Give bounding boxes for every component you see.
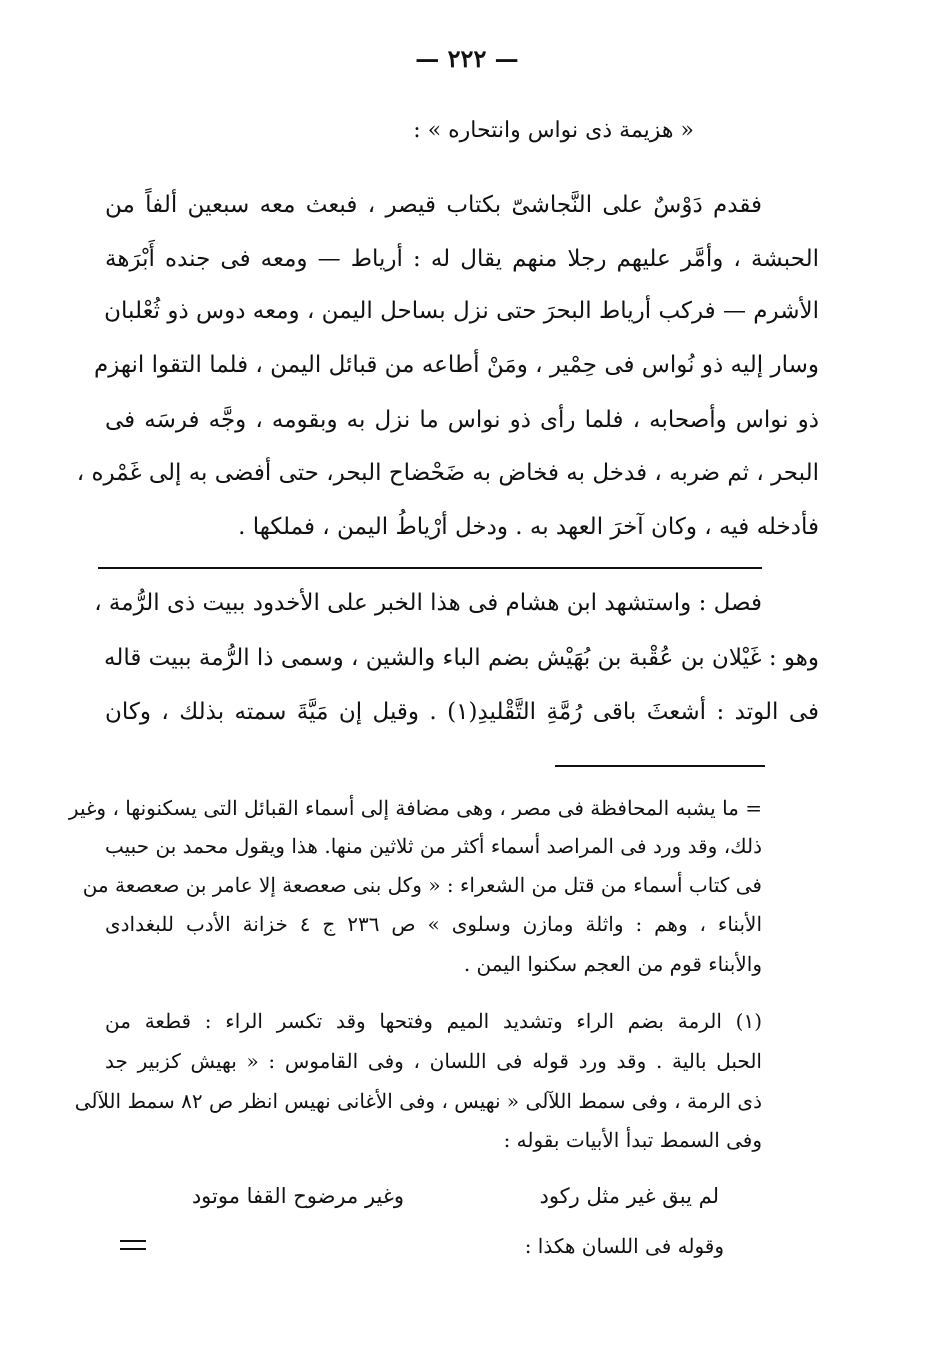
- text-line: ذو نواس وأصحابه ، فلما رأى ذو نواس ما نزل به وبقومه ، وجَّه فرسَه فى: [105, 407, 819, 433]
- text-line: فأدخله فيه ، وكان آخرَ العهد به . ودخل أرْياطُ اليمن ، فملكها .: [238, 514, 819, 540]
- verse-right-hemistich: لم يبق غير مثل ركود: [539, 1184, 719, 1208]
- continuation-mark: [120, 1240, 146, 1250]
- footnote-line: ذلك، وقد ورد فى المراصد أسماء أكثر من ثلاثين منها. هذا ويقول محمد بن حبيب: [105, 834, 762, 858]
- text-line: الأشرم — فركب أرياط البحرَ حتى نزل بساحل اليمن ، ومعه دوس ذو ثُعْلبان: [104, 298, 819, 324]
- section-heading: « هزيمة ذى نواس وانتحاره » :: [413, 118, 694, 143]
- footnote-line: والأبناء قوم من العجم سكنوا اليمن .: [463, 952, 762, 976]
- text-line: فصل : واستشهد ابن هشام فى هذا الخبر على الأخدود ببيت ذى الرُّمة ،: [94, 590, 762, 616]
- footnote-line: ذى الرمة ، وفى سمط اللآلى « نهيس ، وفى الأغانى نهيس انظر ص ٨٢ سمط اللآلى: [74, 1089, 762, 1113]
- page-number: — ٢٢٢ —: [415, 44, 519, 73]
- footnote-line: الحبل بالية . وقد ورد قوله فى اللسان ، وفى القاموس : « بهيش كزبير جد: [105, 1049, 762, 1073]
- footnote-divider: [555, 765, 765, 767]
- text-line: البحر ، ثم ضربه ، فدخل به فخاض به ضَحْضاح البحر، حتى أفضى به إلى غَمْره ،: [76, 460, 819, 486]
- section-divider: [98, 567, 762, 569]
- text-line: الحبشة ، وأمَّر عليهم رجلا منهم يقال له : أرياط — ومعه فى جنده أَبْرَهة: [105, 246, 819, 272]
- footnote-line: الأبناء ، وهم : واثلة ومازن وسلوى » ص ٢٣٦ ج ٤ خزانة الأدب للبغدادى: [105, 912, 762, 936]
- footnote-line: (١) الرمة بضم الراء وتشديد الميم وفتحها وقد تكسر الراء : قطعة من: [105, 1009, 762, 1033]
- footnote-line: = ما يشبه المحافظة فى مصر ، وهى مضافة إلى أسماء القبائل التى يسكنونها ، وغير: [68, 796, 762, 820]
- footnote-line: وقوله فى اللسان هكذا :: [524, 1234, 724, 1258]
- text-line: وسار إليه ذو نُواس فى حِمْير ، ومَنْ أطاعه من قبائل اليمن ، فلما التقوا انهزم: [94, 352, 819, 378]
- text-line: فقدم دَوْسٌ على النَّجاشىّ بكتاب قيصر ، فبعث معه سبعين ألفاً من: [105, 192, 762, 218]
- footnote-line: فى كتاب أسماء من قتل من الشعراء : « وكل بنى صعصعة إلا عامر بن صعصعة من: [82, 873, 762, 897]
- footnote-line: وفى السمط تبدأ الأبيات بقوله :: [503, 1128, 762, 1152]
- text-line: وهو : غَيْلان بن عُقْبة بن بُهَيْش بضم الباء والشين ، وسمى ذا الرُّمة ببيت قاله: [104, 645, 819, 671]
- verse-left-hemistich: وغير مرضوح القفا موتود: [191, 1184, 404, 1208]
- text-line: فى الوتد : أشعثَ باقى رُمَّةِ التَّقْليدِ(١) . وقيل إن مَيَّةَ سمته بذلك ، وكان: [105, 699, 819, 725]
